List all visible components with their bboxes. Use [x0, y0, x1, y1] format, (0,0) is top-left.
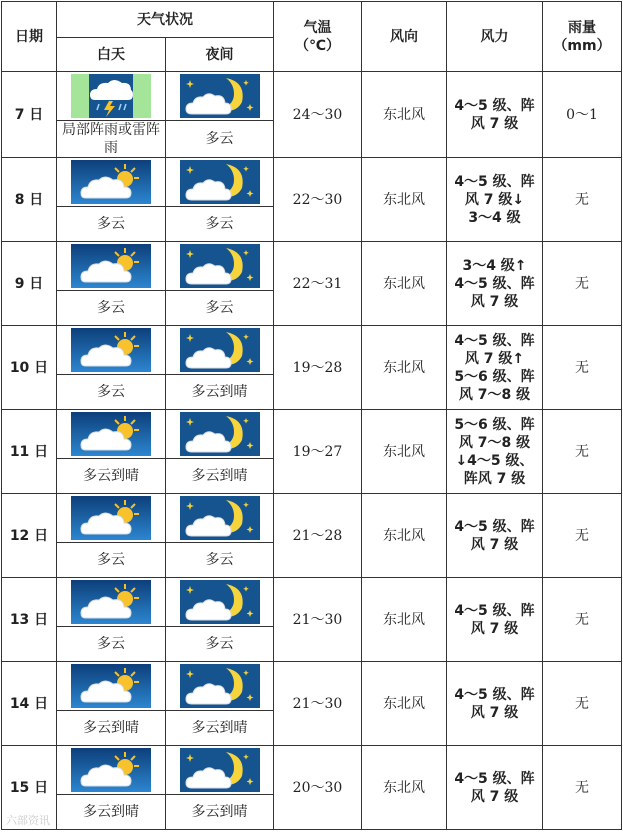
- sun-cloud-icon: [71, 328, 151, 372]
- forecast-row: [2, 72, 622, 121]
- wind-force-line: ↓4～5 级、: [455, 452, 534, 469]
- header-temperature: [274, 2, 362, 72]
- day-weather-text: 多云: [57, 207, 166, 242]
- wind-direction-cell: 东北风: [362, 410, 447, 494]
- wind-force-line: 风 7 级: [470, 788, 519, 805]
- day-icon-cell: [57, 494, 166, 543]
- wind-force-line: 3～4 级↑: [462, 257, 527, 274]
- wind-force-line: 风 7～8 级: [458, 386, 531, 403]
- sun-cloud-icon: [71, 412, 151, 456]
- day-weather-text: 多云到晴: [57, 711, 166, 746]
- wind-direction-cell: 东北风: [362, 72, 447, 158]
- sun-cloud-icon: [71, 580, 151, 624]
- wind-direction-cell: 东北风: [362, 242, 447, 326]
- temperature-cell: 21～28: [274, 494, 362, 578]
- header-rainfall: [543, 2, 622, 72]
- day-weather-text: 局部阵雨或雷阵雨: [57, 121, 166, 158]
- wind-force-line: 4～5 级、阵: [454, 770, 535, 787]
- moon-cloud-icon: [180, 160, 260, 204]
- date-cell: 11 日: [2, 410, 57, 494]
- temperature-cell: 19～28: [274, 326, 362, 410]
- wind-force-line: 风 7 级↓: [464, 191, 525, 208]
- wind-direction-cell: 东北风: [362, 578, 447, 662]
- temperature-cell: 24～30: [274, 72, 362, 158]
- night-icon-cell: [166, 72, 274, 121]
- header-wind-direction: 风向: [362, 2, 447, 72]
- wind-force-line: 风 7 级: [470, 620, 519, 637]
- wind-direction-cell: 东北风: [362, 662, 447, 746]
- watermark-text: 六部资讯: [6, 814, 50, 827]
- rainfall-cell: 无: [543, 746, 622, 830]
- rainfall-cell: 无: [543, 158, 622, 242]
- temperature-cell: 19～27: [274, 410, 362, 494]
- wind-force-line: 4～5 级、阵: [454, 602, 535, 619]
- night-icon-cell: [166, 410, 274, 459]
- wind-force-cell: [447, 746, 543, 830]
- date-cell: 8 日: [2, 158, 57, 242]
- forecast-row: [2, 578, 622, 627]
- night-weather-text: 多云到晴: [166, 459, 274, 494]
- wind-direction-cell: 东北风: [362, 494, 447, 578]
- day-weather-text: 多云到晴: [57, 795, 166, 830]
- wind-force-cell: [447, 662, 543, 746]
- weather-forecast-table: [1, 1, 622, 830]
- header-wind-force: 风力: [447, 2, 543, 72]
- wind-force-line: 5～6 级、阵: [454, 416, 535, 433]
- wind-force-line: 风 7～8 级: [458, 434, 531, 451]
- night-icon-cell: [166, 662, 274, 711]
- sun-cloud-icon: [71, 496, 151, 540]
- sun-cloud-icon: [71, 664, 151, 708]
- moon-cloud-icon: [180, 328, 260, 372]
- date-cell: 12 日: [2, 494, 57, 578]
- forecast-row: [2, 410, 622, 459]
- night-weather-text: 多云到晴: [166, 711, 274, 746]
- thunderstorm-icon: [71, 74, 151, 118]
- sun-cloud-icon: [71, 244, 151, 288]
- sun-cloud-icon: [71, 160, 151, 204]
- night-weather-text: 多云: [166, 291, 274, 326]
- day-icon-cell: [57, 72, 166, 121]
- day-icon-cell: [57, 746, 166, 795]
- sun-cloud-icon: [71, 748, 151, 792]
- date-cell: 7 日: [2, 72, 57, 158]
- day-weather-text: 多云: [57, 375, 166, 410]
- wind-force-line: 3～4 级: [468, 209, 521, 226]
- day-icon-cell: [57, 410, 166, 459]
- wind-force-line: 4～5 级、阵: [454, 173, 535, 190]
- forecast-row: [2, 326, 622, 375]
- header-temp-label: 气温: [303, 19, 332, 36]
- wind-force-line: 风 7 级: [470, 536, 519, 553]
- rainfall-cell: 无: [543, 494, 622, 578]
- night-icon-cell: [166, 494, 274, 543]
- day-icon-cell: [57, 158, 166, 207]
- night-icon-cell: [166, 158, 274, 207]
- wind-force-cell: [447, 72, 543, 158]
- date-cell: 10 日: [2, 326, 57, 410]
- rainfall-cell: 无: [543, 410, 622, 494]
- moon-cloud-icon: [180, 244, 260, 288]
- header-night: 夜间: [166, 38, 274, 72]
- header-rain-label: 雨量: [568, 19, 596, 36]
- wind-direction-cell: 东北风: [362, 158, 447, 242]
- night-weather-text: 多云到晴: [166, 375, 274, 410]
- moon-cloud-icon: [180, 412, 260, 456]
- wind-force-line: 风 7 级: [470, 293, 519, 310]
- night-weather-text: 多云: [166, 543, 274, 578]
- wind-force-line: 4～5 级、阵: [454, 275, 535, 292]
- day-weather-text: 多云: [57, 627, 166, 662]
- temperature-cell: 21～30: [274, 662, 362, 746]
- rainfall-cell: 无: [543, 662, 622, 746]
- wind-force-line: 4～5 级、阵: [454, 518, 535, 535]
- day-weather-text: 多云: [57, 543, 166, 578]
- moon-cloud-icon: [180, 74, 260, 118]
- wind-force-line: 4～5 级、阵: [454, 97, 535, 114]
- moon-cloud-icon: [180, 580, 260, 624]
- night-weather-text: 多云到晴: [166, 795, 274, 830]
- night-icon-cell: [166, 578, 274, 627]
- wind-force-cell: [447, 578, 543, 662]
- night-icon-cell: [166, 746, 274, 795]
- day-weather-text: 多云到晴: [57, 459, 166, 494]
- forecast-row: [2, 158, 622, 207]
- header-day: 白天: [57, 38, 166, 72]
- day-weather-text: 多云: [57, 291, 166, 326]
- date-cell: 14 日: [2, 662, 57, 746]
- moon-cloud-icon: [180, 496, 260, 540]
- wind-force-line: 5～6 级、阵: [454, 368, 535, 385]
- forecast-row: [2, 746, 622, 795]
- day-icon-cell: [57, 578, 166, 627]
- forecast-row: [2, 494, 622, 543]
- date-cell: 13 日: [2, 578, 57, 662]
- forecast-body: [2, 72, 622, 830]
- wind-force-cell: [447, 158, 543, 242]
- wind-force-line: 4～5 级、阵: [454, 686, 535, 703]
- wind-force-line: 风 7 级↑: [464, 350, 525, 367]
- wind-force-line: 风 7 级: [470, 115, 519, 132]
- wind-force-line: 风 7 级: [470, 704, 519, 721]
- day-icon-cell: [57, 242, 166, 291]
- night-weather-text: 多云: [166, 121, 274, 158]
- night-icon-cell: [166, 242, 274, 291]
- wind-force-line: 阵风 7 级: [463, 470, 526, 487]
- wind-force-cell: [447, 410, 543, 494]
- wind-force-cell: [447, 494, 543, 578]
- day-icon-cell: [57, 662, 166, 711]
- night-weather-text: 多云: [166, 207, 274, 242]
- header-rain-unit: （mm）: [553, 37, 611, 54]
- rainfall-cell: 无: [543, 326, 622, 410]
- temperature-cell: 21～30: [274, 578, 362, 662]
- wind-force-line: 4～5 级、阵: [454, 332, 535, 349]
- moon-cloud-icon: [180, 748, 260, 792]
- wind-direction-cell: 东北风: [362, 326, 447, 410]
- date-cell: 9 日: [2, 242, 57, 326]
- forecast-row: [2, 662, 622, 711]
- wind-force-cell: [447, 242, 543, 326]
- night-weather-text: 多云: [166, 627, 274, 662]
- rainfall-cell: 无: [543, 578, 622, 662]
- wind-direction-cell: 东北风: [362, 746, 447, 830]
- date-cell: 15 日: [2, 746, 57, 830]
- moon-cloud-icon: [180, 664, 260, 708]
- header-temp-unit: （℃）: [295, 37, 340, 54]
- temperature-cell: 20～30: [274, 746, 362, 830]
- forecast-row: [2, 242, 622, 291]
- rainfall-cell: 0～1: [543, 72, 622, 158]
- rainfall-cell: 无: [543, 242, 622, 326]
- wind-force-cell: [447, 326, 543, 410]
- night-icon-cell: [166, 326, 274, 375]
- day-icon-cell: [57, 326, 166, 375]
- header-date: 日期: [2, 2, 57, 72]
- temperature-cell: 22～31: [274, 242, 362, 326]
- temperature-cell: 22～30: [274, 158, 362, 242]
- header-weather: 天气状况: [57, 2, 274, 38]
